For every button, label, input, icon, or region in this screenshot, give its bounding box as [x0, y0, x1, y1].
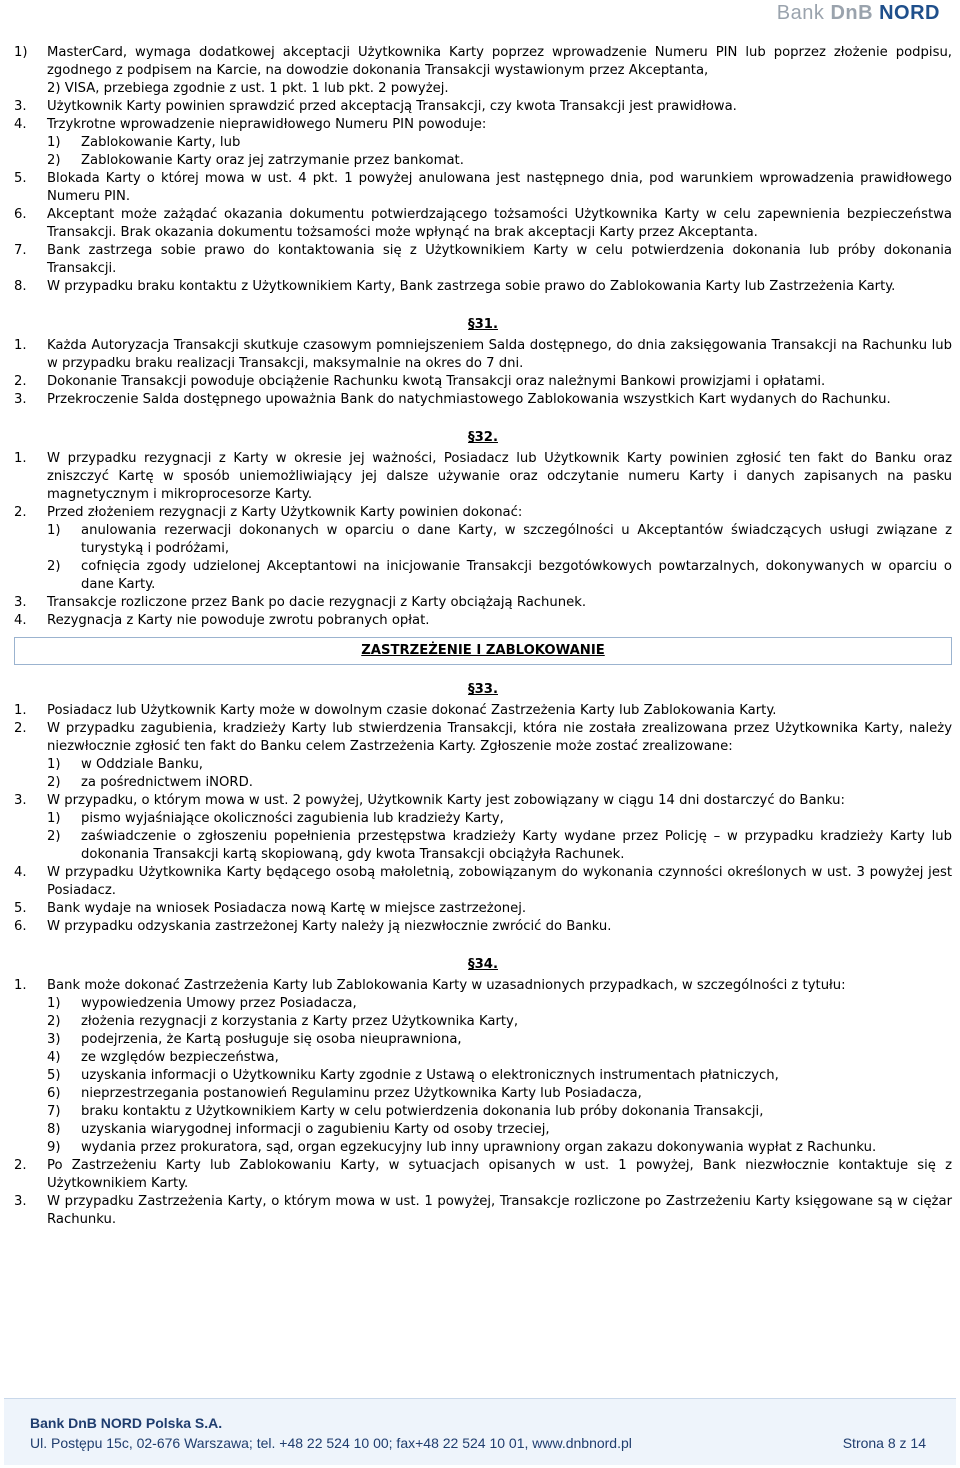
- logo-nord-text: NORD: [879, 2, 940, 24]
- item-text: Bank wydaje na wniosek Posiadacza nową Kartę w miejsce zastrzeżonej.: [47, 901, 527, 916]
- sub-item: [14, 522, 952, 558]
- list-item: [14, 594, 952, 612]
- logo-dnb-text: DnB: [830, 2, 874, 24]
- item-text: Rezygnacja z Karty nie powoduje zwrotu pobranych opłat.: [47, 613, 430, 628]
- list-item: [14, 80, 952, 98]
- sub-text: wypowiedzenia Umowy przez Posiadacza,: [81, 996, 357, 1011]
- item-number: 6.: [14, 919, 27, 934]
- list-item: [14, 918, 952, 936]
- list-item: [14, 373, 952, 391]
- item-number: 1): [14, 45, 28, 60]
- item-number: 2.: [14, 721, 27, 736]
- list-item: [14, 450, 952, 504]
- list-item: [14, 702, 952, 720]
- section-title: §31.: [468, 317, 498, 332]
- list-item: [14, 792, 952, 810]
- sub-number: 5): [47, 1068, 61, 1083]
- item-number: 7.: [14, 243, 27, 258]
- item-text: Dokonanie Transakcji powoduje obciążenie Rachunku kwotą Transakcji oraz należnymi Bankowi prowizjami i opłatami.: [47, 374, 826, 389]
- item-number: 1.: [14, 978, 27, 993]
- sub-number: 6): [47, 1086, 61, 1101]
- item-number: 3.: [14, 1194, 27, 1209]
- item-number: 3.: [14, 99, 27, 114]
- list-item: [14, 612, 952, 630]
- sub-item: [14, 134, 952, 152]
- sub-number: 1): [47, 523, 61, 538]
- sub-item: [14, 1085, 952, 1103]
- list-item: [14, 170, 952, 206]
- sub-number: 1): [47, 811, 61, 826]
- sub-item: [14, 756, 952, 774]
- item-number: 6.: [14, 207, 27, 222]
- item-text: Akceptant może zażądać okazania dokumentu potwierdzającego tożsamości Użytkownika Karty w celu zapewnienia bezpieczeństwa Transakcji. Brak okazania dokumentu tożsamości może wpłynąć na brak akceptacji Karty przez Akceptanta.: [47, 207, 952, 240]
- sub-text: braku kontaktu z Użytkownikiem Karty w celu potwierdzenia dokonania lub próby dokonania Transakcji,: [81, 1104, 764, 1119]
- sub-text: ze względów bezpieczeństwa,: [81, 1050, 279, 1065]
- sub-number: 3): [47, 1032, 61, 1047]
- sub-number: 8): [47, 1122, 61, 1137]
- section-title: §33.: [468, 682, 498, 697]
- sub-item: [14, 1103, 952, 1121]
- sub-number: 2): [47, 1014, 61, 1029]
- item-number: 2.: [14, 505, 27, 520]
- section-title: §32.: [468, 430, 498, 445]
- list-item: [14, 977, 952, 995]
- document-body: [14, 44, 952, 1229]
- item-number: 3.: [14, 793, 27, 808]
- list-item: [14, 1193, 952, 1229]
- bank-logo: [777, 2, 940, 25]
- sub-text: za pośrednictwem iNORD.: [81, 775, 253, 790]
- logo-bank-text: Bank: [776, 2, 825, 24]
- item-text: W przypadku, o którym mowa w ust. 2 powyżej, Użytkownik Karty jest zobowiązany w ciągu 14 dni dostarczyć do Banku:: [47, 793, 845, 808]
- item-text: Trzykrotne wprowadzenie nieprawidłowego Numeru PIN powoduje:: [47, 117, 487, 132]
- item-number: 1.: [14, 451, 27, 466]
- section-header-box: [14, 637, 952, 665]
- item-text: W przypadku braku kontaktu z Użytkownikiem Karty, Bank zastrzega sobie prawo do Zablokowania Karty lub Zastrzeżenia Karty.: [47, 279, 896, 294]
- sub-number: 2): [47, 829, 61, 844]
- sub-number: 2): [47, 559, 61, 574]
- item-text: W przypadku odzyskania zastrzeżonej Karty należy ją niezwłocznie zwrócić do Banku.: [47, 919, 612, 934]
- sub-item: [14, 995, 952, 1013]
- item-number: 3.: [14, 595, 27, 610]
- list-item: [14, 206, 952, 242]
- sub-text: cofnięcia zgody udzielonej Akceptantowi na inicjowanie Transakcji bezgotówkowych powtarzalnych, dokonywanych w oparciu o dane Karty.: [81, 559, 952, 592]
- list-item: [14, 864, 952, 900]
- item-number: 5.: [14, 901, 27, 916]
- sub-number: 1): [47, 757, 61, 772]
- sub-text: anulowania rezerwacji dokonanych w oparciu o dane Karty, w szczególności u Akceptantów świadczących usługi związane z turystyką i podróżami,: [81, 523, 952, 556]
- sub-number: 9): [47, 1140, 61, 1155]
- item-text: Każda Autoryzacja Transakcji skutkuje czasowym pomniejszeniem Salda dostępnego, do dnia zaksięgowania Transakcji na Rachunku lub w przypadku braku realizacji Transakcji, maksymalnie na okres do 7 dni.: [47, 338, 952, 371]
- section-title: §34.: [468, 957, 498, 972]
- sub-text: Zablokowanie Karty, lub: [81, 135, 241, 150]
- item-text: Bank może dokonać Zastrzeżenia Karty lub Zablokowania Karty w uzasadnionych przypadkach, w szczególności z tytułu:: [47, 978, 846, 993]
- sub-text: złożenia rezygnacji z korzystania z Karty przez Użytkownika Karty,: [81, 1014, 519, 1029]
- item-number: 3.: [14, 392, 27, 407]
- sub-number: 2): [47, 153, 61, 168]
- sub-item: [14, 828, 952, 864]
- footer-address: Ul. Postępu 15c, 02-676 Warszawa; tel. +48 22 524 10 00; fax+48 22 524 10 01, www.dnbnord.pl: [30, 1435, 632, 1451]
- list-item: [14, 337, 952, 373]
- item-text: W przypadku Zastrzeżenia Karty, o którym mowa w ust. 1 powyżej, Transakcje rozliczone po Zastrzeżeniu Karty księgowane są w ciężar Rachunku.: [47, 1194, 952, 1227]
- sub-item: [14, 152, 952, 170]
- item-number: 4.: [14, 613, 27, 628]
- item-text: W przypadku Użytkownika Karty będącego osobą małoletnią, zobowiązanym do wykonania czynności określonych w ust. 3 powyżej jest Posiadacz.: [47, 865, 952, 898]
- item-number: 2.: [14, 374, 27, 389]
- item-text: Posiadacz lub Użytkownik Karty może w dowolnym czasie dokonać Zastrzeżenia Karty lub Zablokowania Karty.: [47, 703, 777, 718]
- sub-item: [14, 810, 952, 828]
- footer-company: Bank DnB NORD Polska S.A.: [30, 1415, 223, 1431]
- item-number: 4.: [14, 865, 27, 880]
- item-number: [14, 80, 47, 98]
- item-text: Po Zastrzeżeniu Karty lub Zablokowaniu Karty, w sytuacjach opisanych w ust. 1 powyżej, Bank niezwłocznie kontaktuje się z Użytkownikiem Karty.: [47, 1158, 952, 1191]
- item-text: Transakcje rozliczone przez Bank po dacie rezygnacji z Karty obciążają Rachunek.: [47, 595, 587, 610]
- list-item: [14, 900, 952, 918]
- item-text: Przekroczenie Salda dostępnego upoważnia Bank do natychmiastowego Zablokowania wszystkich Kart wydanych do Rachunku.: [47, 392, 891, 407]
- item-text: Bank zastrzega sobie prawo do kontaktowania się z Użytkownikiem Karty w celu potwierdzenia dokonania lub próby dokonania Transakcji.: [47, 243, 952, 276]
- list-item: [14, 504, 952, 522]
- sub-item: [14, 1049, 952, 1067]
- sub-text: Zablokowanie Karty oraz jej zatrzymanie przez bankomat.: [81, 153, 464, 168]
- item-number: 8.: [14, 279, 27, 294]
- sub-item: [14, 1121, 952, 1139]
- sub-text: wydania przez prokuratora, sąd, organ egzekucyjny lub inny uprawniony organ zakazu dokonywania wypłat z Rachunku.: [81, 1140, 877, 1155]
- item-text: Użytkownik Karty powinien sprawdzić przed akceptacją Transakcji, czy kwota Transakcji jest prawidłowa.: [47, 99, 737, 114]
- sub-number: 4): [47, 1050, 61, 1065]
- list-item: [14, 98, 952, 116]
- item-text: W przypadku zagubienia, kradzieży Karty lub stwierdzenia Transakcji, która nie została zrealizowana przez Użytkownika Karty, należy niezwłocznie zgłosić ten fakt do Banku celem Zastrzeżenia Karty. Zgłoszenie może zostać zrealizowane:: [47, 721, 952, 754]
- list-item: [14, 242, 952, 278]
- sub-text: w Oddziale Banku,: [81, 757, 204, 772]
- item-text: 2) VISA, przebiega zgodnie z ust. 1 pkt. 1 lub pkt. 2 powyżej.: [47, 81, 449, 96]
- sub-text: nieprzestrzegania postanowień Regulaminu przez Użytkownika Karty lub Posiadacza,: [81, 1086, 642, 1101]
- list-item: [14, 278, 952, 296]
- item-number: 1.: [14, 703, 27, 718]
- sub-number: 7): [47, 1104, 61, 1119]
- section-header-title: ZASTRZEŻENIE I ZABLOKOWANIE: [361, 643, 605, 658]
- item-text: MasterCard, wymaga dodatkowej akceptacji Użytkownika Karty poprzez wprowadzenie Numeru PIN lub poprzez złożenie podpisu, zgodnego z podpisem na Karcie, na dowodzie dokonania Transakcji wystawionym przez Akceptanta,: [47, 45, 952, 78]
- sub-number: 2): [47, 775, 61, 790]
- sub-text: uzyskania wiarygodnej informacji o zagubieniu Karty od osoby trzeciej,: [81, 1122, 550, 1137]
- sub-number: 1): [47, 135, 61, 150]
- sub-number: 1): [47, 996, 61, 1011]
- item-text: Przed złożeniem rezygnacji z Karty Użytkownik Karty powinien dokonać:: [47, 505, 523, 520]
- sub-item: [14, 1139, 952, 1157]
- list-item: [14, 44, 952, 80]
- list-item: [14, 720, 952, 756]
- sub-item: [14, 558, 952, 594]
- sub-item: [14, 774, 952, 792]
- list-item: [14, 391, 952, 409]
- sub-item: [14, 1031, 952, 1049]
- item-number: 5.: [14, 171, 27, 186]
- item-number: 1.: [14, 338, 27, 353]
- sub-text: pismo wyjaśniające okoliczności zagubienia lub kradzieży Karty,: [81, 811, 504, 826]
- sub-text: uzyskania informacji o Użytkowniku Karty zgodnie z Ustawą o elektronicznych instrumentach płatniczych,: [81, 1068, 779, 1083]
- item-text: Blokada Karty o której mowa w ust. 4 pkt. 1 powyżej anulowana jest następnego dnia, pod warunkiem wprowadzenia prawidłowego Numeru PIN.: [47, 171, 952, 204]
- item-number: 4.: [14, 117, 27, 132]
- sub-text: zaświadczenie o zgłoszeniu popełnienia przestępstwa kradzieży Karty wydane przez Policję – w przypadku kradzieży Karty lub dokonania Transakcji kartą skopiowaną, gdy kwota Transakcji obciążyła Rachunek.: [81, 829, 952, 862]
- item-text: W przypadku rezygnacji z Karty w okresie jej ważności, Posiadacz lub Użytkownik Karty powinien zgłosić ten fakt do Banku oraz zniszczyć Kartę w sposób uniemożliwiający jej dalsze używanie oraz odczytanie numeru Karty i danych zapisanych na pasku magnetycznym i mikroprocesorze Karty.: [47, 451, 952, 502]
- list-item: [14, 116, 952, 134]
- item-number: 2.: [14, 1158, 27, 1173]
- page-footer: [4, 1398, 956, 1465]
- sub-item: [14, 1067, 952, 1085]
- list-item: [14, 1157, 952, 1193]
- sub-item: [14, 1013, 952, 1031]
- sub-text: podejrzenia, że Kartą posługuje się osoba nieuprawniona,: [81, 1032, 462, 1047]
- footer-page-number: Strona 8 z 14: [842, 1435, 926, 1451]
